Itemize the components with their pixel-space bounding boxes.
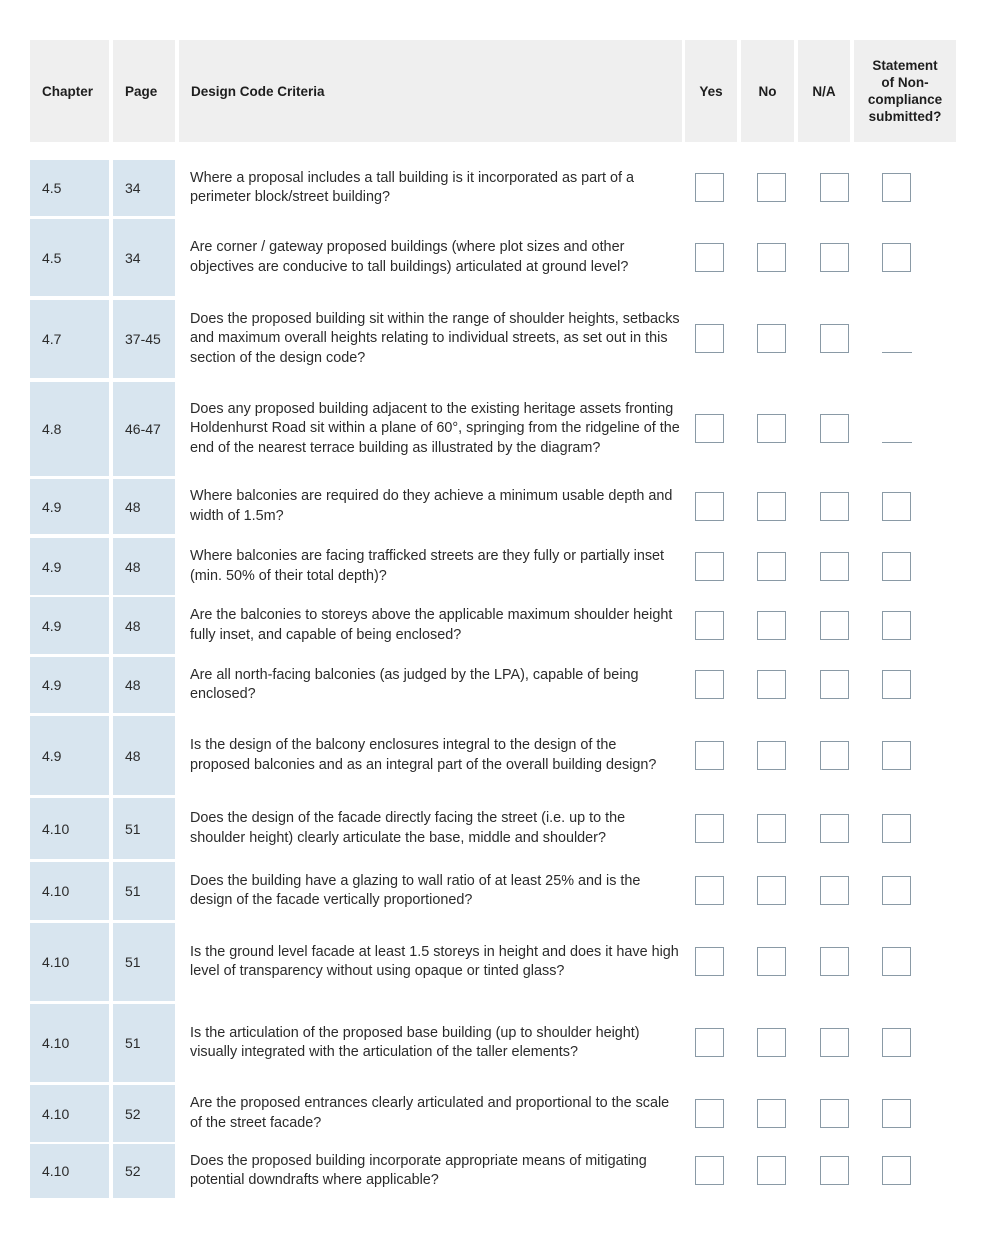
page-cell: 48 <box>113 538 175 595</box>
statement-line <box>882 352 912 353</box>
no-checkbox[interactable] <box>757 741 786 770</box>
criteria-text: Where balconies are facing trafficked streets are they fully or partially inset (min. 50% of their total depth)? <box>190 548 665 584</box>
chapter-cell: 4.5 <box>30 160 109 216</box>
criteria-text: Are all north-facing balconies (as judged by the LPA), capable of being enclosed? <box>190 666 639 702</box>
criteria-text: Does the building have a glazing to wall ratio of at least 25% and is the design of the facade vertically proportioned? <box>190 872 641 908</box>
table-row <box>30 300 956 378</box>
statement-checkbox[interactable] <box>882 611 911 640</box>
page-cell: 34 <box>113 160 175 216</box>
header-na: N/A <box>798 40 850 142</box>
na-checkbox[interactable] <box>820 1028 849 1057</box>
no-checkbox[interactable] <box>757 324 786 353</box>
chapter-cell: 4.7 <box>30 300 109 378</box>
header-chapter: Chapter <box>30 40 109 142</box>
no-checkbox[interactable] <box>757 1099 786 1128</box>
page-cell: 52 <box>113 1144 175 1198</box>
criteria-text: Where balconies are required do they achieve a minimum usable depth and width of 1.5m? <box>190 488 673 524</box>
criteria-cell <box>190 382 680 476</box>
yes-checkbox[interactable] <box>695 324 724 353</box>
statement-line <box>882 442 912 443</box>
table-row <box>30 1144 956 1198</box>
chapter-cell: 4.10 <box>30 923 109 1001</box>
criteria-cell <box>190 538 680 595</box>
page-cell: 48 <box>113 657 175 713</box>
criteria-cell <box>190 862 680 920</box>
statement-checkbox[interactable] <box>882 173 911 202</box>
chapter-cell: 4.10 <box>30 798 109 859</box>
na-checkbox[interactable] <box>820 414 849 443</box>
table-row <box>30 1085 956 1142</box>
chapter-cell: 4.9 <box>30 716 109 795</box>
header-statement-line: compliance <box>867 92 943 107</box>
na-checkbox[interactable] <box>820 552 849 581</box>
criteria-cell <box>190 657 680 713</box>
table-row <box>30 1004 956 1082</box>
criteria-cell <box>190 1085 680 1142</box>
header-page: Page <box>113 40 175 142</box>
chapter-cell: 4.10 <box>30 1085 109 1142</box>
statement-checkbox[interactable] <box>882 243 911 272</box>
table-row <box>30 657 956 713</box>
page-cell: 48 <box>113 716 175 795</box>
yes-checkbox[interactable] <box>695 1156 724 1185</box>
criteria-cell <box>190 219 680 296</box>
na-checkbox[interactable] <box>820 1099 849 1128</box>
page-cell: 52 <box>113 1085 175 1142</box>
na-checkbox[interactable] <box>820 324 849 353</box>
no-checkbox[interactable] <box>757 552 786 581</box>
table-header <box>30 40 956 142</box>
page-cell: 51 <box>113 798 175 859</box>
yes-checkbox[interactable] <box>695 414 724 443</box>
statement-checkbox[interactable] <box>882 492 911 521</box>
no-checkbox[interactable] <box>757 876 786 905</box>
na-checkbox[interactable] <box>820 243 849 272</box>
yes-checkbox[interactable] <box>695 173 724 202</box>
statement-checkbox[interactable] <box>882 741 911 770</box>
chapter-cell: 4.10 <box>30 862 109 920</box>
table-row <box>30 923 956 1001</box>
statement-checkbox[interactable] <box>882 1156 911 1185</box>
table-row <box>30 538 956 595</box>
na-checkbox[interactable] <box>820 1156 849 1185</box>
table-row <box>30 798 956 859</box>
chapter-cell: 4.9 <box>30 657 109 713</box>
yes-checkbox[interactable] <box>695 741 724 770</box>
criteria-cell <box>190 1004 680 1082</box>
criteria-text: Is the articulation of the proposed base building (up to shoulder height) visually integrated with the articulation of the taller elements? <box>190 1024 640 1060</box>
header-no: No <box>741 40 794 142</box>
chapter-cell: 4.10 <box>30 1144 109 1198</box>
no-checkbox[interactable] <box>757 414 786 443</box>
criteria-cell <box>190 479 680 534</box>
table-row <box>30 479 956 534</box>
criteria-text: Where a proposal includes a tall building is it incorporated as part of a perimeter block/street building? <box>190 169 634 205</box>
statement-checkbox[interactable] <box>882 1028 911 1057</box>
page-cell: 48 <box>113 479 175 534</box>
table-row <box>30 219 956 296</box>
na-checkbox[interactable] <box>820 611 849 640</box>
na-checkbox[interactable] <box>820 947 849 976</box>
na-checkbox[interactable] <box>820 876 849 905</box>
criteria-cell <box>190 716 680 795</box>
yes-checkbox[interactable] <box>695 876 724 905</box>
no-checkbox[interactable] <box>757 1028 786 1057</box>
no-checkbox[interactable] <box>757 243 786 272</box>
criteria-text: Are corner / gateway proposed buildings (where plot sizes and other objectives are conducive to tall buildings) articulated at ground level? <box>190 239 629 275</box>
na-checkbox[interactable] <box>820 173 849 202</box>
table-row <box>30 160 956 216</box>
chapter-cell: 4.9 <box>30 597 109 654</box>
na-checkbox[interactable] <box>820 492 849 521</box>
yes-checkbox[interactable] <box>695 814 724 843</box>
yes-checkbox[interactable] <box>695 611 724 640</box>
header-statement-line: Statement <box>872 58 938 73</box>
page-cell: 46-47 <box>113 382 175 476</box>
header-statement <box>854 40 956 142</box>
na-checkbox[interactable] <box>820 670 849 699</box>
na-checkbox[interactable] <box>820 741 849 770</box>
statement-checkbox[interactable] <box>882 947 911 976</box>
no-checkbox[interactable] <box>757 173 786 202</box>
no-checkbox[interactable] <box>757 947 786 976</box>
header-yes: Yes <box>685 40 737 142</box>
na-checkbox[interactable] <box>820 814 849 843</box>
yes-checkbox[interactable] <box>695 243 724 272</box>
no-checkbox[interactable] <box>757 611 786 640</box>
header-statement-line: submitted? <box>868 109 942 124</box>
statement-checkbox[interactable] <box>882 552 911 581</box>
page-cell: 48 <box>113 597 175 654</box>
no-checkbox[interactable] <box>757 492 786 521</box>
criteria-cell <box>190 597 680 654</box>
page-cell: 37-45 <box>113 300 175 378</box>
chapter-cell: 4.8 <box>30 382 109 476</box>
page-cell: 51 <box>113 1004 175 1082</box>
criteria-text: Does the proposed building sit within the range of shoulder heights, setbacks and maximum overall heights relating to individual streets, as set out in this section of the design code? <box>190 310 680 366</box>
no-checkbox[interactable] <box>757 670 786 699</box>
criteria-text: Is the design of the balcony enclosures integral to the design of the proposed balconies and as an integral part of the overall building design? <box>190 737 657 773</box>
yes-checkbox[interactable] <box>695 947 724 976</box>
no-checkbox[interactable] <box>757 814 786 843</box>
header-statement-line: of Non- <box>881 75 929 90</box>
criteria-cell <box>190 923 680 1001</box>
statement-checkbox[interactable] <box>882 1099 911 1128</box>
criteria-cell <box>190 300 680 378</box>
no-checkbox[interactable] <box>757 1156 786 1185</box>
criteria-text: Are the proposed entrances clearly articulated and proportional to the scale of the street facade? <box>190 1095 670 1131</box>
table-row <box>30 716 956 795</box>
chapter-cell: 4.5 <box>30 219 109 296</box>
criteria-text: Does the design of the facade directly facing the street (i.e. up to the shoulder height) clearly articulate the base, middle and shoulder? <box>190 810 626 846</box>
criteria-text: Does the proposed building incorporate appropriate means of mitigating potential downdrafts where applicable? <box>190 1152 647 1188</box>
chapter-cell: 4.9 <box>30 538 109 595</box>
yes-checkbox[interactable] <box>695 1099 724 1128</box>
table-row <box>30 382 956 476</box>
yes-checkbox[interactable] <box>695 1028 724 1057</box>
page-cell: 51 <box>113 923 175 1001</box>
page-cell: 51 <box>113 862 175 920</box>
yes-checkbox[interactable] <box>695 492 724 521</box>
yes-checkbox[interactable] <box>695 552 724 581</box>
criteria-text: Is the ground level facade at least 1.5 storeys in height and does it have high level of transparency without using opaque or tinted glass? <box>190 943 679 979</box>
statement-checkbox[interactable] <box>882 876 911 905</box>
criteria-text: Does any proposed building adjacent to the existing heritage assets fronting Holdenhurst Road sit within a plane of 60°, springing from the ridgeline of the end of the nearest terrace building as illustrated by the diagram? <box>190 400 680 456</box>
statement-checkbox[interactable] <box>882 814 911 843</box>
page-cell: 34 <box>113 219 175 296</box>
chapter-cell: 4.10 <box>30 1004 109 1082</box>
chapter-cell: 4.9 <box>30 479 109 534</box>
header-criteria: Design Code Criteria <box>179 40 682 142</box>
statement-checkbox[interactable] <box>882 670 911 699</box>
criteria-cell <box>190 160 680 216</box>
table-row <box>30 597 956 654</box>
criteria-text: Are the balconies to storeys above the applicable maximum shoulder height fully inset, and capable of being enclosed? <box>190 607 673 643</box>
yes-checkbox[interactable] <box>695 670 724 699</box>
criteria-cell <box>190 798 680 859</box>
criteria-cell <box>190 1144 680 1198</box>
table-row <box>30 862 956 920</box>
